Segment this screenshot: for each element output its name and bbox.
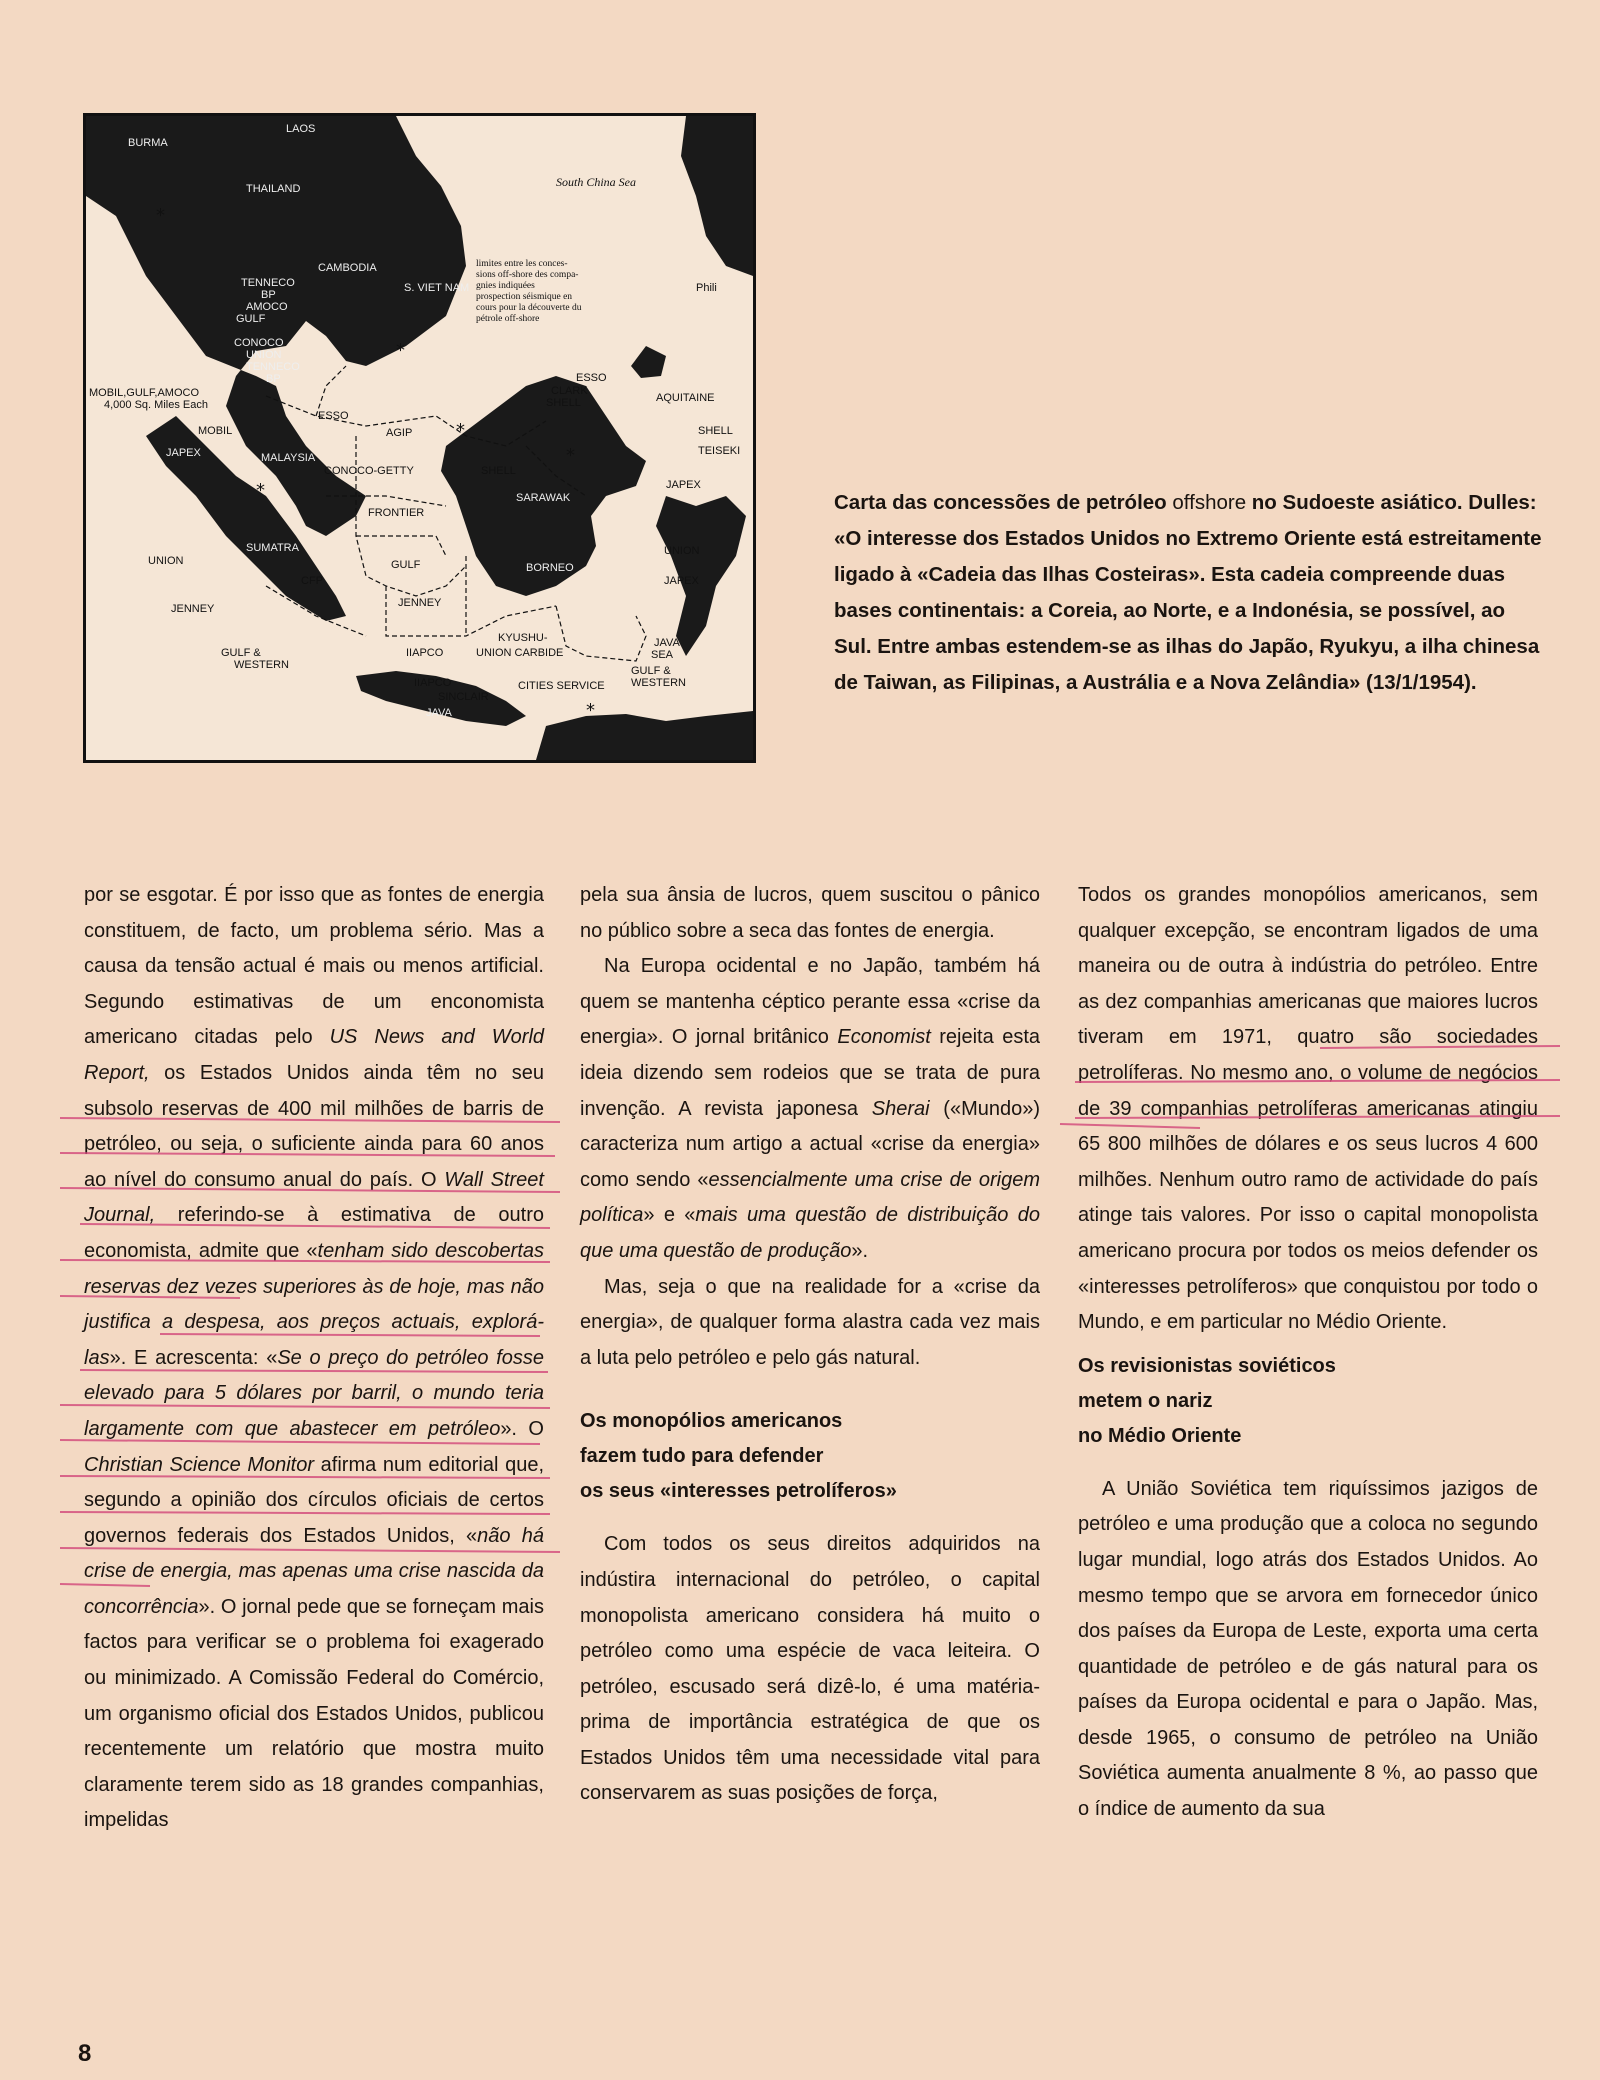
map-legend-line-3: gnies indiquées <box>476 281 535 291</box>
map-label-clark: CLARK <box>551 385 588 397</box>
map-label-java: JAVA <box>426 707 452 719</box>
map-caption <box>834 485 1544 701</box>
map-label-gulf-1: GULF <box>236 313 266 325</box>
map-legend-line-5: cours pour la découverte du <box>476 303 582 313</box>
article-column-3 <box>1078 878 1538 1828</box>
col3-paragraph-1: Todos os grandes monopólios americanos, sem qualquer excepção, se encontram ligados de uma maneira ou de outra à indústria do petróleo. Entre as dez companhias americanas que maiores lucros tiveram em 1971, quatro são sociedades petrolíferas. No mesmo ano, o volume de negócios de 39 companhias petrolíferas americanas atingiu 65 800 milhões de dólares e os seus lucros 4 600 milhões. Nenhum outro ramo de actividade do país atinge tais valores. Por isso o capital monopolista americano procura por todos os meios defender os «interesses petrolíferos» que conquistou por todo o Mundo, e em particular no Médio Oriente. <box>1078 884 1538 1334</box>
map-label-java-sea-2: SEA <box>651 649 674 661</box>
palawan-landmass <box>631 346 666 378</box>
map-label-iiapco-2: IIAPCO <box>414 677 452 689</box>
map-label-conoco: CONOCO <box>234 337 284 349</box>
seismic-marker-icon: * <box>396 340 405 361</box>
col3-paragraph-2: A União Soviética tem riquíssimos jazigos de petróleo e uma produção que a coloca no segundo lugar mundial, logo atrás dos Estados Unidos. Ao mesmo tempo que se arvora em fornecedor único dos países da Europa de Leste, exporta uma certa quantidade de petróleo e de gás natural para os países da Europa ocidental e para o Japão. Mas, desde 1965, o consumo de petróleo na União Soviética aumenta anualmente 8 %, ao passo que o índice de aumento da sua <box>1078 1477 1538 1821</box>
article-column-2 <box>580 878 1040 1812</box>
map-legend-line-4: prospection séismique en <box>476 292 573 302</box>
map-label-gulf-western-2: GULF & <box>631 665 671 677</box>
col2-paragraph-4: Com todos os seus direitos adquiridos na indústira internacional do petróleo, o capital monopolista americano considera há muito o petróleo como uma espécie de vaca leiteira. O petróleo, escusado será dizê-lo, é uma matéria-prima de importância estratégica de que os Estados Unidos têm uma necessidade vital para conservarem as suas posições de força, <box>580 1533 1040 1805</box>
map-legend-line-1: limites entre les conces- <box>476 259 568 269</box>
map-label-esso-1: ESSO <box>318 410 349 422</box>
map-label-conoco-getty: CONOCO-GETTY <box>324 465 414 477</box>
caption-text-2: no Sudoeste asiático. Dulles: «O interesse dos Estados Unidos no Extremo Oriente está estreitamente ligado à «Cadeia das Ilhas Costeiras». Esta cadeia compreende duas bases continentais: a Coreia, ao Norte, e a Indonésia, se possível, ao Sul. Entre ambas estendem-se as ilhas do Japão, Ryukyu, a ilha chinesa de Taiwan, as Filipinas, a Austrália e a Nova Zelândia» (13/1/1954). <box>834 491 1542 694</box>
map-legend-line-6: pétrole off-shore <box>476 314 540 324</box>
map-label-laos: LAOS <box>286 123 316 135</box>
map-label-mobil-gulf-amoco: MOBIL,GULF,AMOCO <box>89 387 200 399</box>
map-label-sumatra: SUMATRA <box>246 542 299 554</box>
col2-paragraph-2: Na Europa ocidental e no Japão, também há quem se mantenha céptico perante essa «crise da energia». O jornal britânico Economist rejeita esta ideia dizendo sem rodeios que se trata de pura invenção. A revista japonesa Sherai («Mundo») caracteriza num artigo a actual «crise da energia» como sendo «essencialmente uma crise de origem política» e «mais uma questão de distribuição do que uma questão de produção». <box>580 955 1041 1262</box>
map-label-mobil: MOBIL <box>198 425 233 437</box>
map-label-tenneco-1: TENNECO <box>241 277 295 289</box>
article-column-1 <box>84 878 544 1839</box>
map-label-aquitaine: AQUITAINE <box>656 392 715 404</box>
map-label-japex-1: JAPEX <box>166 447 201 459</box>
map-label-bp-1: BP <box>261 289 276 301</box>
concessions-map <box>83 113 756 763</box>
map-label-shell-1: SHELL <box>481 465 516 477</box>
page-number: 8 <box>78 2040 92 2067</box>
map-label-malaysia: MALAYSIA <box>261 452 316 464</box>
map-label-sinclair: SINCLAIR <box>438 691 489 703</box>
seismic-marker-icon: * <box>586 700 595 721</box>
map-label-frontier: FRONTIER <box>368 507 425 519</box>
seismic-marker-icon: * <box>456 420 465 441</box>
map-label-bp-2: BP <box>266 373 281 385</box>
map-label-kyushu: KYUSHU- <box>498 632 548 644</box>
caption-text-1: Carta das concessões de petróleo <box>834 491 1173 514</box>
col3-subheading: Os revisionistas soviéticos metem o nariz no Médio Oriente <box>1078 1354 1336 1447</box>
map-label-shell-2: SHELL <box>546 397 581 409</box>
map-label-sea: South China Sea <box>556 175 636 189</box>
map-label-gulf-2: GULF <box>391 559 421 571</box>
map-label-cambodia: CAMBODIA <box>318 262 377 274</box>
lesser-sunda-landmass <box>536 711 753 760</box>
map-label-gulf-western-1b: WESTERN <box>234 659 289 671</box>
map-label-japex-3: JAPEX <box>664 575 699 587</box>
map-label-phil: Phili <box>696 282 717 294</box>
col1-paragraph: por se esgotar. É por isso que as fontes de energia constituem, de facto, um problema sério. Mas a causa da tensão actual é mais ou menos artificial. Segundo estimativas de um enconomista americano citadas pelo US News and World Report, os Estados Unidos ainda têm no seu subsolo reservas de 400 mil milhões de barris de petróleo, ou seja, o suficiente ainda para 60 anos ao nível do consumo anual do país. O Wall Street Journal, referindo-se à estimativa de outro economista, admite que «tenham sido descobertas reservas dez vezes superiores às de hoje, mas não justifica a despesa, aos preços actuais, explorá-las». E acrescenta: «Se o preço do petróleo fosse elevado para 5 dólares por barril, o mundo teria largamente com que abastecer em petróleo». O Christian Science Monitor afirma num editorial que, segundo a opinião dos círculos oficiais de certos governos federais dos Estados Unidos, «não há crise de energia, mas apenas uma crise nascida da concorrência». O jornal pede que se forneçam mais factos para verificar se o problema foi exagerado ou minimizado. A Comissão Federal do Comércio, um organismo oficial dos Estados Unidos, publicou recentemente um relatório que mostra muito claramente terem sido as 18 grandes companhias, impelidas <box>84 884 545 1832</box>
map-label-jenney-2: JENNEY <box>398 597 442 609</box>
map-label-union-2: UNION <box>664 545 700 557</box>
map-label-jenney-1: JENNEY <box>171 603 215 615</box>
map-label-union-1: UNION <box>246 349 282 361</box>
col2-paragraph-3: Mas, seja o que na realidade for a «crise da energia», de qualquer forma alastra cada vez mais a luta pelo petróleo e pelo gás natural. <box>580 1275 1040 1369</box>
map-label-union-carbide: UNION CARBIDE <box>476 647 564 659</box>
map-label-tenneco-2: TENNECO <box>246 361 300 373</box>
seismic-marker-icon: * <box>566 445 575 466</box>
philippines-landmass <box>681 116 753 276</box>
map-label-borneo: BORNEO <box>526 562 574 574</box>
map-label-cfp: CFP <box>301 575 323 587</box>
map-label-cities-service: CITIES SERVICE <box>518 680 605 692</box>
map-label-thailand: THAILAND <box>246 183 301 195</box>
map-label-japex-2: JAPEX <box>666 479 701 491</box>
map-label-union-3: UNION <box>148 555 184 567</box>
map-label-vietnam: S. VIET NAM <box>404 282 470 294</box>
map-label-shell-3: SHELL <box>698 425 733 437</box>
col2-paragraph-1: pela sua ânsia de lucros, quem suscitou o pânico no público sobre a seca das fontes de energia. <box>580 884 1040 942</box>
map-legend-line-2: sions off-shore des compa- <box>476 270 579 280</box>
map-label-burma: BURMA <box>128 137 168 149</box>
map-label-esso-2: ESSO <box>576 372 607 384</box>
map-label-sq-miles: 4,000 Sq. Miles Each <box>104 399 208 411</box>
map-label-amoco: AMOCO <box>246 301 288 313</box>
map-label-sarawak: SARAWAK <box>516 492 571 504</box>
map-label-gulf-western-2b: WESTERN <box>631 677 686 689</box>
map-label-iiapco-1: IIAPCO <box>406 647 444 659</box>
seismic-marker-icon: * <box>256 480 265 501</box>
map-label-java-sea: JAVA <box>654 637 680 649</box>
map-label-gulf-western-1: GULF & <box>221 647 261 659</box>
col2-subheading: Os monopólios americanos fazem tudo para defender os seus «interesses petrolíferos» <box>580 1410 897 1503</box>
map-graphic <box>86 116 753 760</box>
seismic-marker-icon: * <box>156 205 165 226</box>
map-label-teiseki: TEISEKI <box>698 445 741 457</box>
caption-offshore: offshore <box>1172 491 1247 514</box>
map-label-agip: AGIP <box>386 427 413 439</box>
